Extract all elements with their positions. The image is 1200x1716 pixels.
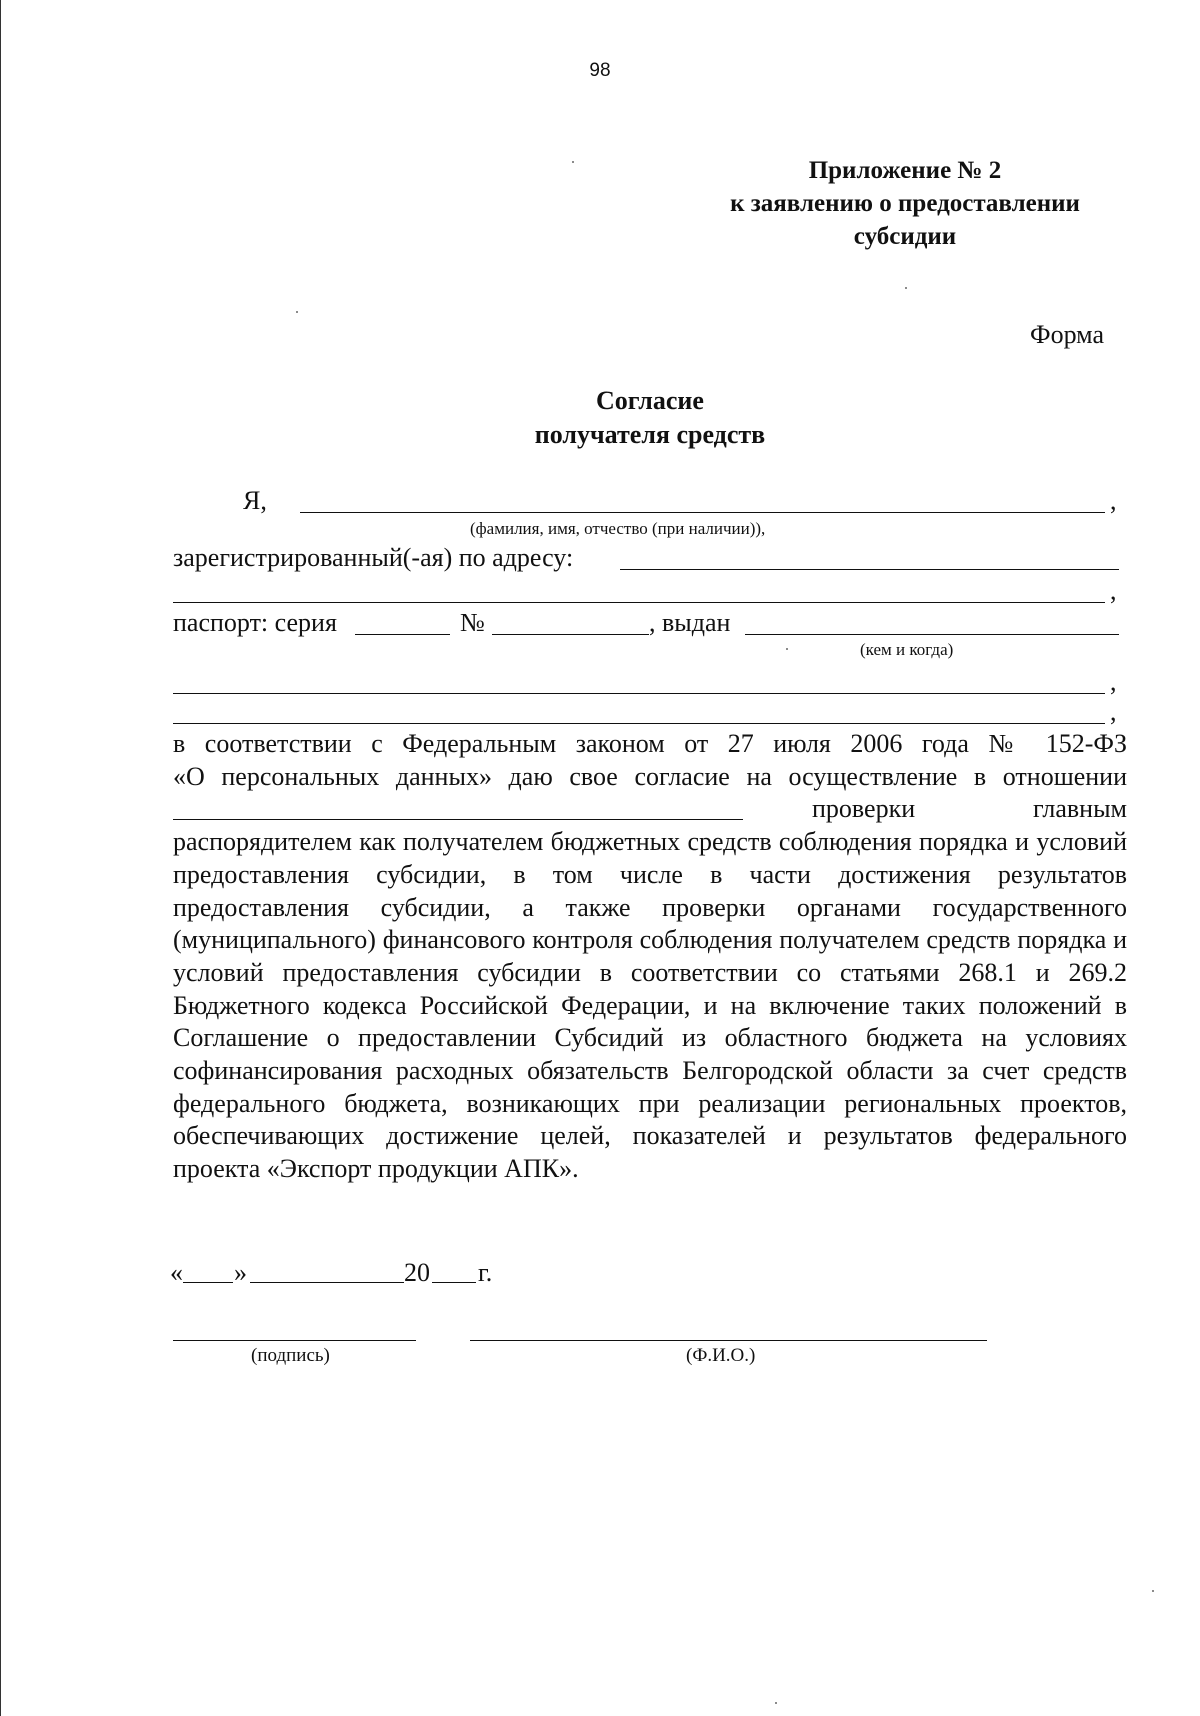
full-name-hint: (фамилия, имя, отчество (при наличии)), xyxy=(470,519,766,538)
consent-body-line-3-tail: проверки главным xyxy=(812,794,1127,824)
address-field-line-2[interactable] xyxy=(173,602,1105,603)
consent-body-line-1: в соответствии с Федеральным законом от 27 июля 2006 года № 152-ФЗ xyxy=(173,729,1127,758)
issued-hint: (кем и когда) xyxy=(860,640,954,659)
consent-title-line-2: получателя средств xyxy=(534,420,766,449)
consent-title-line-1: Согласие xyxy=(596,386,704,415)
passport-number-label: № xyxy=(460,608,485,637)
appendix-line-3: субсидии xyxy=(853,223,957,250)
scan-speck xyxy=(1152,1590,1154,1592)
issued-by-field-line-2[interactable] xyxy=(173,693,1105,694)
passport-series-label: паспорт: серия xyxy=(173,608,337,637)
scan-speck xyxy=(572,161,574,163)
full-name-field[interactable] xyxy=(300,512,1105,513)
fio-hint: (Ф.И.О.) xyxy=(686,1345,756,1366)
form-label: Форма xyxy=(1030,320,1104,349)
issued-label: , выдан xyxy=(649,608,731,637)
passport-number-field[interactable] xyxy=(492,634,649,635)
date-open-quote: « xyxy=(170,1258,183,1287)
date-day-field[interactable] xyxy=(183,1282,233,1283)
appendix-line-2: к заявлению о предоставлении xyxy=(730,190,1080,217)
issued-by-field-line-3[interactable] xyxy=(173,723,1105,724)
address-comma: , xyxy=(1110,576,1117,605)
signature-hint: (подпись) xyxy=(251,1345,330,1366)
scan-speck xyxy=(775,1702,777,1704)
i-label: Я, xyxy=(243,486,267,515)
date-year-suffix: г. xyxy=(478,1258,493,1287)
consent-title xyxy=(0,384,1200,452)
recipient-name-field[interactable] xyxy=(173,819,743,820)
date-year-field[interactable] xyxy=(432,1282,476,1283)
address-field[interactable] xyxy=(620,569,1119,570)
date-month-field[interactable] xyxy=(250,1282,404,1283)
address-label: зарегистрированный(-ая) по адресу: xyxy=(173,543,574,572)
scan-speck xyxy=(905,287,907,289)
scan-left-edge xyxy=(0,0,1,1716)
passport-series-field[interactable] xyxy=(355,634,450,635)
scan-speck xyxy=(786,648,788,650)
appendix-header xyxy=(690,154,1120,253)
issued-comma-2: , xyxy=(1110,697,1117,726)
page-number: 98 xyxy=(589,60,611,81)
issued-by-field[interactable] xyxy=(745,634,1119,635)
date-year-prefix: 20 xyxy=(404,1258,430,1287)
appendix-line-1: Приложение № 2 xyxy=(808,157,1002,184)
consent-body-line-3 xyxy=(173,793,1127,826)
consent-body-paragraph: распорядителем как получателем бюджетных средств соблюдения порядка и условий предоставления субсидии, в том числе в части достижения результатов предоставления субсидии, а также проверки органами государственного (муниципального) финансового контроля соблюдения получателем средств порядка и условий предоставления субсидии в соответствии со статьями 268.1 и 269.2 Бюджетного кодекса Российской Федерации, и на включение таких положений в Соглашение о предоставлении Субсидий из областного бюджета на условиях софинансирования расходных обязательств Белгородской области за счет средств федерального бюджета, возникающих при реализации региональных проектов, обеспечивающих достижение целей, показателей и результатов федерального проекта «Экспорт продукции АПК». xyxy=(173,827,1127,1184)
date-close-quote: » xyxy=(234,1258,247,1287)
fio-field[interactable] xyxy=(470,1340,987,1341)
signature-field[interactable] xyxy=(173,1340,416,1341)
issued-comma-1: , xyxy=(1110,667,1117,696)
consent-body xyxy=(173,728,1127,1186)
consent-body-line-2: «О персональных данных» даю свое согласие на осуществление в отношении xyxy=(173,761,1127,791)
scan-speck xyxy=(296,311,298,313)
name-comma: , xyxy=(1110,486,1117,515)
